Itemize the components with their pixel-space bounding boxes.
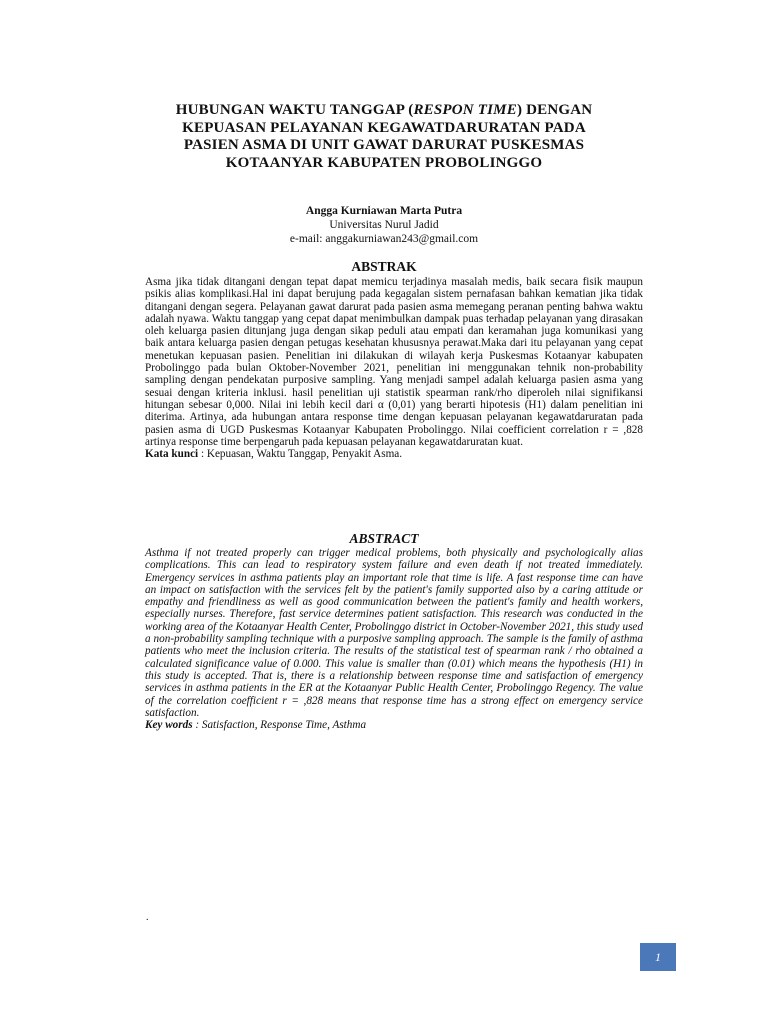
abstrak-keywords-text: : Kepuasan, Waktu Tanggap, Penyakit Asma. bbox=[198, 448, 403, 461]
title-line-3: PASIEN ASMA DI UNIT GAWAT DARURAT PUSKESMAS bbox=[183, 137, 585, 153]
title-line-2: KEPUASAN PELAYANAN KEGAWATDARURATAN PADA bbox=[182, 119, 586, 136]
abstract-heading: ABSTRACT bbox=[349, 531, 419, 546]
abstract-keywords-text: : Satisfaction, Response Time, Asthma bbox=[192, 719, 367, 732]
abstract-section bbox=[145, 547, 643, 731]
abstrak-keywords-label: Kata kunci bbox=[145, 448, 199, 461]
abstract-body: Asthma if not treated properly can trigger medical problems, both physically and psychologically alias complications. This can lead to respiratory system failure and even death if not treated immediately. Emergency services in asthma patients play an important role that time is life. A fast response time can have an impact on satisfaction with the services felt by the patient's family supported also by a caring attitude or empathy and friendliness as well as good communication between the patient's family and health workers, especially nurses. Therefore, fast service determines patient satisfaction. This research was conducted in the working area of the Kotaanyar Health Center, Probolinggo district in October-November 2021, this study used a non-probability sampling technique with a purposive sampling approach. The sample is the family of asthma patients who meet the inclusion criteria. The results of the statistical test of spearman rank / rho obtained a calculated significance value of 0.000. This value is smaller than (0.01) which means the hypothesis (H1) in this study is accepted. That is, there is a relationship between response time and satisfaction of emergency services in asthma patients in the ER at the Kotaanyar Public Health Center, Probolinggo Regency. The value of the correlation coefficient r = ,828 means that response time has a strong effect on emergency service satisfaction. bbox=[145, 547, 643, 719]
page-number-badge bbox=[640, 943, 676, 971]
page-number: 1 bbox=[655, 949, 661, 964]
abstract-keywords-label: Key words bbox=[145, 719, 193, 732]
abstrak-section bbox=[145, 276, 643, 460]
abstrak-body: Asma jika tidak ditangani dengan tepat dapat memicu terjadinya masalah medis, baik secara fisik maupun psikis alias komplikasi.Hal ini dapat berujung pada kegagalan sistem pernafasan bahkan kematian jika tidak ditangani dengan segera. Pelayanan gawat darurat pada pasien asma memegang peranan penting bahwa waktu adalah nyawa. Waktu tanggap yang cepat dapat menimbulkan dampak puas terhadap pelayanan yang dirasakan oleh keluarga pasien ditunjang juga dengan sikap peduli atau empati dan keramahan juga komunikasi yang baik antara keluarga pasien dengan petugas kesehatan khususnya perawat.Maka dari itu pelayanan yang cepat menetukan kepuasan pasien. Penelitian ini dilakukan di wilayah kerja Puskesmas Kotaanyar kabupaten Probolinggo pada bulan Oktober-November 2021, penelitian ini menggunakan tehnik non-probability sampling dengan pendekatan purposive sampling. Yang menjadi sampel adalah keluarga pasien asma yang sesuai dengan kriteria inklusi. hasil penelitian uji statistik spearman rank/rho diperoleh nilai signifikansi hitungan sebesar 0,000. Nilai ini lebih kecil dari α (0,01) yang berarti hipotesis (H1) dalam penelitian ini diterima. Artinya, ada hubungan antara response time dengan kepuasan pelayanan kegawatdaruratan pada pasien asma di UGD Puskesmas Kotaanyar Kabupaten Probolinggo. Nilai coefficient correlation r = ,828 artinya response time berpengaruh pada kepuasan pelayanan kegawatdaruratan kuat. bbox=[145, 276, 643, 448]
abstrak-keywords bbox=[145, 448, 643, 460]
title-line-1: HUBUNGAN WAKTU TANGGAP (RESPON TIME) DENGAN bbox=[175, 102, 593, 118]
author-name: Angga Kurniawan Marta Putra bbox=[305, 205, 463, 217]
abstrak-heading: ABSTRAK bbox=[351, 259, 417, 274]
author-email: e-mail: anggakurniawan243@gmail.com bbox=[289, 233, 479, 245]
title-line-4: KOTAANYAR KABUPATEN PROBOLINGGO bbox=[225, 154, 543, 171]
author-block bbox=[150, 204, 618, 246]
footer-dot: . bbox=[146, 912, 149, 923]
author-affiliation: Universitas Nurul Jadid bbox=[329, 219, 439, 231]
paper-title bbox=[120, 102, 648, 172]
abstract-keywords bbox=[145, 719, 643, 731]
title-italic-term: RESPON TIME bbox=[413, 102, 517, 118]
